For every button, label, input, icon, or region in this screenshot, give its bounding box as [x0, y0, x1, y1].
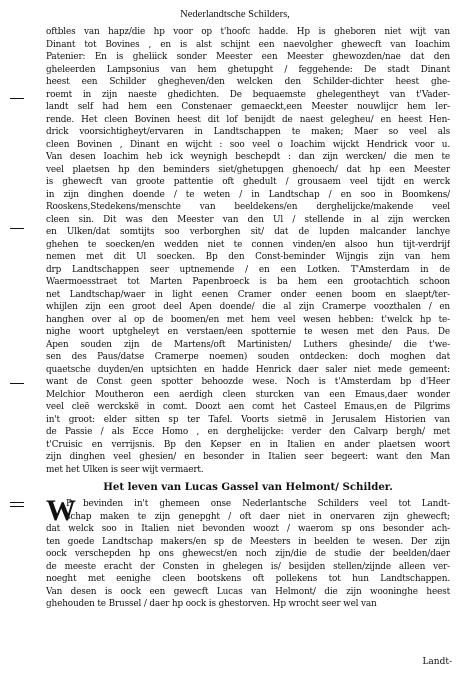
- margin-rule-double: [10, 502, 24, 503]
- text-line: whijlen zijn een groot deel Apen doende/ die al zijn Cramerpe voozthalen / en: [46, 302, 450, 312]
- text-line: in zijn dinghen doende / te weten / in Landtschap / en soo in Boomkens/: [46, 189, 450, 200]
- text-line: de meeste eracht der Consten in ghelegen is/ besijden stellen/zijnde alleen ver-: [46, 561, 450, 572]
- margin-rule: [10, 383, 24, 384]
- running-head: Nederlandtsche Schilders,: [180, 9, 290, 20]
- text-line: Rooskens,Stedekens/menschte van beeldekens/en derghelijcke/makende veel: [46, 202, 450, 212]
- text-line: ghehen te soecken/en wedden niet te connen vinden/en alsoo hun tijt-verdrijf: [46, 239, 450, 250]
- text-line: oock verschepden hp ons ghewecst/en noch zijn/die de studie der beelden/daer: [46, 549, 450, 559]
- text-line: quaetsche duyden/en uptsichten en hadde Henrick daer saler niet mede gemeent:: [46, 364, 450, 375]
- text-line: drick voorsichtigheyt/ervaren in Landtschappen te maken; Maer so veel als: [46, 127, 450, 137]
- text-line: Van desen Ioachim heb ick weynigh beschepdt : dan zijn wercken/ die men te: [46, 152, 450, 162]
- text-line: dat welck soo in Italien niet bevonden woozt / waerom sp ons besonder ach-: [46, 524, 450, 534]
- text-body: [46, 26, 450, 611]
- text-line: Patenier: En is gheliick sonder Meester een Meester ghewozden/nae dat den: [46, 52, 450, 62]
- text-line: nemen met dit Ul soecken. Bp den Const-beminder Wijngis zijn van hem: [46, 252, 450, 262]
- text-line: schap maken te zijn genepght / oft daer niet in onervaren zijn ghewecft;: [66, 511, 450, 522]
- text-line: nighe woort uptgheleyt en verstaen/een spotternie te wesen met den Paus. De: [46, 327, 450, 337]
- text-line: drp Landtschappen seer uptnemende / en een Lotken. T'Amsterdam in de: [46, 264, 450, 275]
- paragraph-lucas-gassel: [46, 494, 450, 611]
- text-line: landt self had hem een Constenaer gemaeckt,een Meester nouwlijcr hem ler-: [46, 102, 450, 112]
- text-line: cleen sin. Dit was den Meester van den Ul / stellende in al zijn wercken: [46, 214, 450, 225]
- text-line: Dinant tot Bovines , en is alst schijnt een naevolgher ghewecft van Ioachim: [46, 39, 450, 50]
- text-line: ten goede Landtschap makers/en sp de Meesters in beelden te wesen. Der zijn: [46, 536, 450, 547]
- margin-rule: [10, 98, 24, 99]
- text-line: rende. Het cleen Bovinen heest dit lof benijdt de naest gelegheu/ en heest Hen-: [46, 114, 450, 125]
- text-line: veel cleë werckskë in comt. Doozt aen comt het Casteel Emaus,en de Pilgrims: [46, 402, 450, 412]
- text-line: net Landtschap/waer in light eenen Cramer onder eenen boom en slaept/ter-: [46, 289, 450, 300]
- text-line: P bevinden in't ghemeen onse Nederlantsche Schilders veel tot Landt-: [66, 499, 450, 509]
- section-heading: Het leven van Lucas Gassel van Helmont/ Schilder.: [103, 481, 393, 493]
- drop-cap-letter: W: [46, 494, 76, 527]
- text-line: t'Cruisic en verrijsnis. Bp den Kepser en in Italien en ander plaetsen woort: [46, 439, 450, 450]
- text-line: gheleerden Lampsonius van hem ghetupght / feggehende: De stadt Dinant: [46, 64, 450, 75]
- paragraph-henrick-met-de-bles: [46, 26, 450, 476]
- text-line: noeght met eenighe cleen bootskens oft pollekens tot hun Landtschappen.: [46, 574, 450, 584]
- text-line: oftbles van hapz/die hp voor op t'hoofc hadde. Hp is gheboren niet wijt van: [46, 27, 450, 37]
- text-line: Van desen is oock een gewecft Lucas van Helmont/ die zijn wooninghe heest: [46, 586, 450, 597]
- text-line: is ghewecft van groote pattentie oft ghedult / grousaem veel tijdt en werck: [46, 177, 450, 187]
- text-line: de Passie / als Ecce Homo , en derghelijcke: verder den Calvarp bergh/ met: [46, 427, 450, 437]
- text-line: ghehouden te Brussel / daer hp oock is ghestorven. Hp wrocht seer wel van: [46, 599, 377, 609]
- text-line: en Ulken/dat somtijts soo verborghen sit/ dat de lupden malcander lanchye: [46, 227, 450, 237]
- text-line: in't groot: elder sitten sp ter Tafel. Voorts sietmë in Jerusalem Historien van: [46, 414, 450, 425]
- catchword: Landt-: [422, 657, 452, 667]
- text-line: Apen souden zijn de Martens/oft Martinisten/ Luthers ghesinde/ die t'we-: [46, 339, 450, 350]
- text-line: met het Ulken is seer wijt vermaert.: [46, 464, 204, 475]
- text-line: zijn dinghen veel ghesien/ en besonder in Italien seer begeert: want den Man: [46, 452, 450, 462]
- text-line: roemt in zijn naeste ghedichten. De bequaemste ghelegentheyt van t'Vader-: [46, 89, 450, 100]
- text-line: cleen Bovinen , Dinant en wijcht : soo veel o Ioachim wijckt Hendrick voor u.: [46, 139, 450, 150]
- text-line: veel plaetsen hp den beminders siet/ghetupgen ghenoech/ dat hp een Meester: [46, 164, 450, 175]
- text-line: want de Const geen spotter behoozde wese. Noch is t'Amsterdam bp d'Heer: [46, 377, 450, 387]
- text-line: Melchior Moutheron een aerdigh cleen sturcken van een Emaus,daer wonder: [46, 389, 450, 400]
- text-line: hanghen over al op de boomen/en met hem veel wesen hebben: t'welck hp te-: [46, 314, 450, 325]
- text-line: Waermoesstraet tot Marten Papenbroeck is ba hem een grootachtich schoon: [46, 277, 450, 287]
- text-line: heest een Schilder ghegheven/den welcken den Schilder-dichter heest ghe-: [46, 77, 450, 87]
- text-line: sen des Paus/datse Cramerpe noemen) souden ontdecken: doch moghen dat: [46, 352, 450, 362]
- margin-rule: [10, 228, 24, 229]
